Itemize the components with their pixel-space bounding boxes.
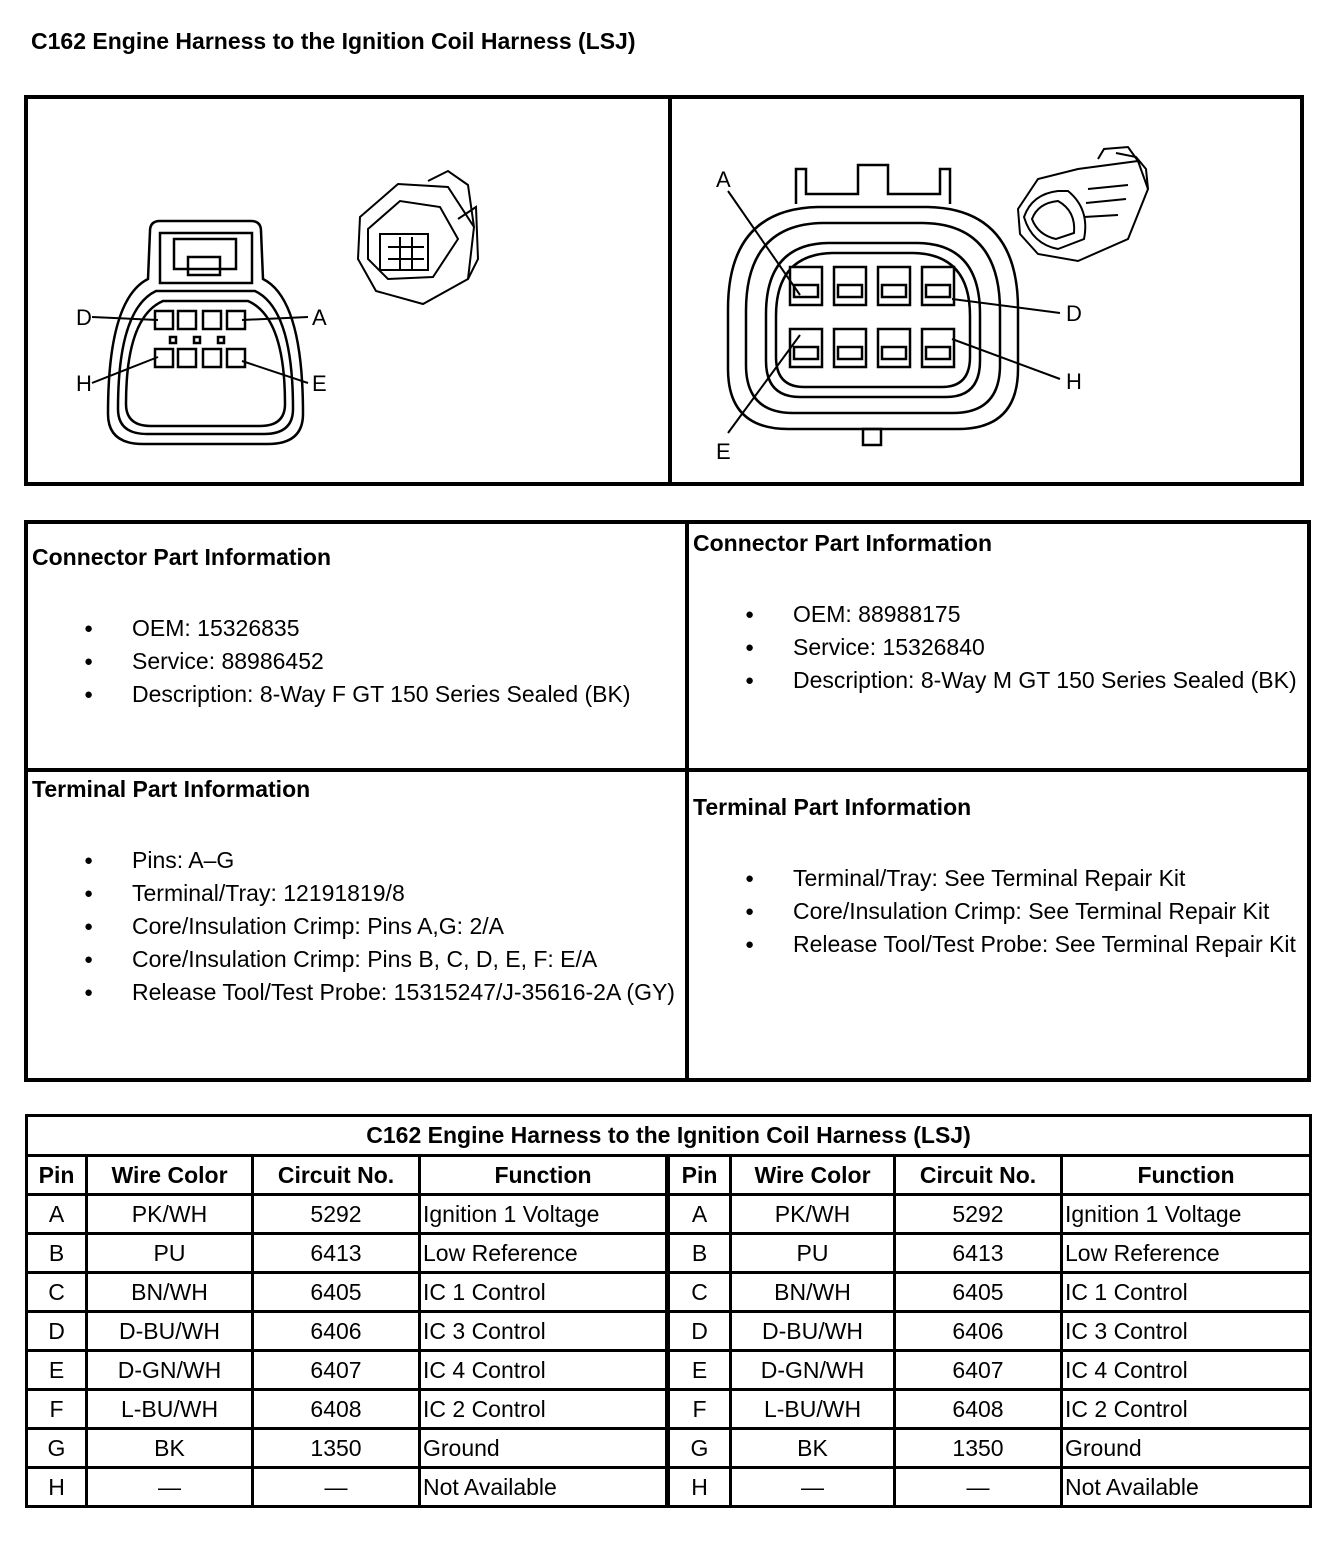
table-cell: BN/WH bbox=[87, 1273, 253, 1312]
right-connector-info bbox=[693, 530, 1308, 699]
table-cell: BK bbox=[731, 1429, 895, 1468]
female-pin-label-a: A bbox=[312, 305, 327, 330]
table-cell: 1350 bbox=[895, 1429, 1062, 1468]
list-item: ● Description: 8-Way M GT 150 Series Sealed (BK) bbox=[693, 666, 1308, 695]
list-item: ● Core/Insulation Crimp: See Terminal Repair Kit bbox=[693, 897, 1308, 926]
table-row bbox=[27, 1195, 1311, 1234]
column-header: Wire Color bbox=[87, 1156, 253, 1195]
column-header: Function bbox=[1062, 1156, 1311, 1195]
table-cell: IC 3 Control bbox=[420, 1312, 668, 1351]
list-item: ● Terminal/Tray: 12191819/8 bbox=[32, 879, 682, 908]
table-cell: — bbox=[87, 1468, 253, 1507]
table-cell: Ignition 1 Voltage bbox=[1062, 1195, 1311, 1234]
female-pin-label-h: H bbox=[76, 371, 92, 396]
column-header: Wire Color bbox=[731, 1156, 895, 1195]
table-cell: IC 1 Control bbox=[420, 1273, 668, 1312]
male-terminal-pins bbox=[790, 267, 954, 367]
table-cell: IC 4 Control bbox=[1062, 1351, 1311, 1390]
list-item: ● Pins: A–G bbox=[32, 846, 682, 875]
table-row bbox=[27, 1390, 1311, 1429]
table-cell: IC 3 Control bbox=[1062, 1312, 1311, 1351]
table-cell: E bbox=[668, 1351, 731, 1390]
table-cell: Ground bbox=[1062, 1429, 1311, 1468]
page-title: C162 Engine Harness to the Ignition Coil Harness (LSJ) bbox=[31, 28, 636, 54]
column-header: Function bbox=[420, 1156, 668, 1195]
table-cell: IC 2 Control bbox=[1062, 1390, 1311, 1429]
list-item: ● Description: 8-Way F GT 150 Series Sealed (BK) bbox=[32, 680, 682, 709]
left-connector-list bbox=[32, 614, 682, 709]
list-item: ● Service: 88986452 bbox=[32, 647, 682, 676]
table-cell: 6405 bbox=[253, 1273, 420, 1312]
info-vertical-divider bbox=[685, 524, 689, 1078]
table-cell: C bbox=[668, 1273, 731, 1312]
list-item: ● Core/Insulation Crimp: Pins A,G: 2/A bbox=[32, 912, 682, 941]
right-terminal-heading: Terminal Part Information bbox=[693, 794, 972, 820]
table-cell: D bbox=[668, 1312, 731, 1351]
table-cell: 6406 bbox=[253, 1312, 420, 1351]
right-terminal-list bbox=[693, 864, 1308, 959]
right-terminal-info bbox=[693, 794, 1308, 963]
left-terminal-heading: Terminal Part Information bbox=[32, 776, 311, 802]
pinout-table bbox=[25, 1114, 1312, 1508]
table-cell: PU bbox=[731, 1234, 895, 1273]
table-cell: PK/WH bbox=[731, 1195, 895, 1234]
connector-diagram-panel bbox=[24, 95, 1304, 486]
male-connector-face bbox=[728, 165, 1018, 445]
table-cell: IC 1 Control bbox=[1062, 1273, 1311, 1312]
list-item: ● Release Tool/Test Probe: 15315247/J-35616-2A (GY) bbox=[32, 978, 682, 1007]
list-item: ● OEM: 88988175 bbox=[693, 600, 1308, 629]
left-connector-info bbox=[32, 544, 682, 713]
table-cell: BN/WH bbox=[731, 1273, 895, 1312]
table-cell: D-GN/WH bbox=[87, 1351, 253, 1390]
table-cell: Not Available bbox=[420, 1468, 668, 1507]
female-terminal-cavities bbox=[155, 311, 245, 367]
column-header: Circuit No. bbox=[895, 1156, 1062, 1195]
table-cell: B bbox=[668, 1234, 731, 1273]
table-row bbox=[27, 1351, 1311, 1390]
table-cell: IC 4 Control bbox=[420, 1351, 668, 1390]
female-connector-isometric bbox=[358, 171, 478, 304]
table-cell: H bbox=[668, 1468, 731, 1507]
table-row bbox=[27, 1429, 1311, 1468]
table-cell: 6407 bbox=[895, 1351, 1062, 1390]
female-connector-face bbox=[108, 221, 303, 444]
table-cell: PK/WH bbox=[87, 1195, 253, 1234]
female-pin-label-d: D bbox=[76, 305, 92, 330]
table-cell: 6408 bbox=[895, 1390, 1062, 1429]
table-cell: D-BU/WH bbox=[731, 1312, 895, 1351]
list-item: ● Terminal/Tray: See Terminal Repair Kit bbox=[693, 864, 1308, 893]
table-row bbox=[27, 1468, 1311, 1507]
table-cell: D bbox=[27, 1312, 87, 1351]
table-cell: BK bbox=[87, 1429, 253, 1468]
table-cell: — bbox=[895, 1468, 1062, 1507]
male-pin-label-a: A bbox=[716, 167, 731, 192]
table-cell: D-GN/WH bbox=[731, 1351, 895, 1390]
left-terminal-list bbox=[32, 846, 682, 1007]
table-cell: L-BU/WH bbox=[731, 1390, 895, 1429]
table-cell: E bbox=[27, 1351, 87, 1390]
table-cell: 5292 bbox=[253, 1195, 420, 1234]
table-cell: D-BU/WH bbox=[87, 1312, 253, 1351]
table-cell: A bbox=[668, 1195, 731, 1234]
table-caption: C162 Engine Harness to the Ignition Coil Harness (LSJ) bbox=[27, 1116, 1311, 1156]
part-information-panel bbox=[24, 520, 1311, 1082]
table-cell: 5292 bbox=[895, 1195, 1062, 1234]
table-cell: G bbox=[27, 1429, 87, 1468]
list-item: ● Core/Insulation Crimp: Pins B, C, D, E, F: E/A bbox=[32, 945, 682, 974]
list-item: ● OEM: 15326835 bbox=[32, 614, 682, 643]
table-cell: — bbox=[253, 1468, 420, 1507]
column-header: Circuit No. bbox=[253, 1156, 420, 1195]
list-item: ● Service: 15326840 bbox=[693, 633, 1308, 662]
male-pin-label-e: E bbox=[716, 439, 731, 464]
table-cell: 1350 bbox=[253, 1429, 420, 1468]
table-cell: Ignition 1 Voltage bbox=[420, 1195, 668, 1234]
male-connector-isometric bbox=[1018, 147, 1148, 261]
table-cell: Low Reference bbox=[420, 1234, 668, 1273]
table-cell: F bbox=[668, 1390, 731, 1429]
table-cell: Not Available bbox=[1062, 1468, 1311, 1507]
table-cell: 6407 bbox=[253, 1351, 420, 1390]
table-cell: 6413 bbox=[253, 1234, 420, 1273]
table-cell: C bbox=[27, 1273, 87, 1312]
female-leader-lines bbox=[92, 317, 308, 383]
table-cell: 6405 bbox=[895, 1273, 1062, 1312]
table-cell: H bbox=[27, 1468, 87, 1507]
table-row bbox=[27, 1273, 1311, 1312]
column-header: Pin bbox=[27, 1156, 87, 1195]
table-cell: 6408 bbox=[253, 1390, 420, 1429]
male-pin-label-d: D bbox=[1066, 301, 1082, 326]
left-connector-heading: Connector Part Information bbox=[32, 544, 332, 570]
male-pin-label-h: H bbox=[1066, 369, 1082, 394]
table-cell: F bbox=[27, 1390, 87, 1429]
table-cell: 6413 bbox=[895, 1234, 1062, 1273]
right-connector-list bbox=[693, 600, 1308, 695]
table-header-row bbox=[27, 1156, 1311, 1195]
table-cell: Ground bbox=[420, 1429, 668, 1468]
table-cell: — bbox=[731, 1468, 895, 1507]
connector-diagrams bbox=[28, 99, 1300, 482]
table-row bbox=[27, 1234, 1311, 1273]
female-pin-label-e: E bbox=[312, 371, 327, 396]
table-cell: Low Reference bbox=[1062, 1234, 1311, 1273]
list-item: ● Release Tool/Test Probe: See Terminal Repair Kit bbox=[693, 930, 1308, 959]
table-cell: L-BU/WH bbox=[87, 1390, 253, 1429]
table-cell: IC 2 Control bbox=[420, 1390, 668, 1429]
table-cell: G bbox=[668, 1429, 731, 1468]
right-connector-heading: Connector Part Information bbox=[693, 530, 993, 556]
table-cell: PU bbox=[87, 1234, 253, 1273]
column-header: Pin bbox=[668, 1156, 731, 1195]
table-cell: 6406 bbox=[895, 1312, 1062, 1351]
info-horizontal-divider bbox=[28, 768, 1307, 772]
left-terminal-info bbox=[32, 776, 682, 1011]
table-cell: A bbox=[27, 1195, 87, 1234]
table-row bbox=[27, 1312, 1311, 1351]
table-cell: B bbox=[27, 1234, 87, 1273]
